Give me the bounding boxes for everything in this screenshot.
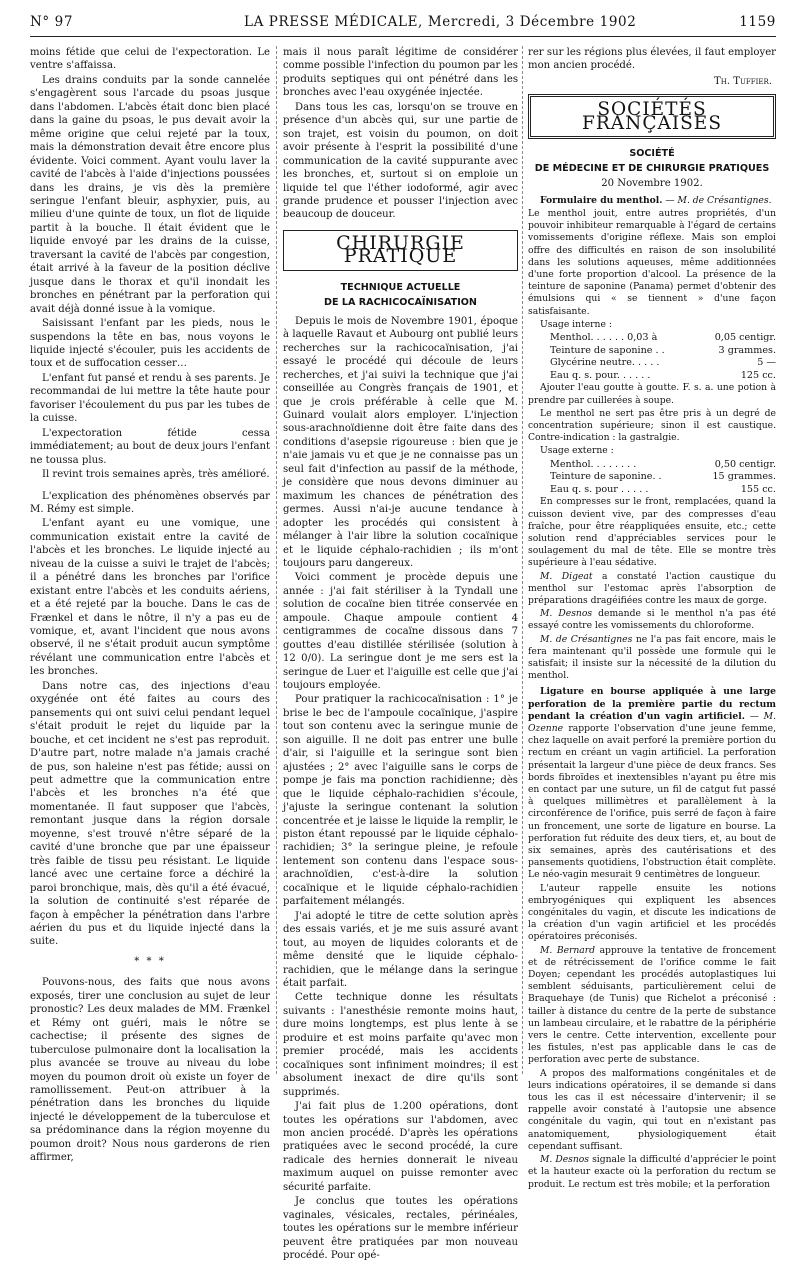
item-title: Ligature en bourse appliquée à une large perforation de la première partie du rectum pendant la création d'un vagin artificiel. [528,686,776,722]
recipe-row [528,357,776,370]
recipe-row [528,345,776,358]
paragraph: En compresses sur le front, remplacées, quand la cuisson devient vive, par des compresses d'eau fraîche, pour être réappliquées ensuite, etc.; cette solution rend d'appréciables services pour le soulagement du mal de tête. Elle se montre très supérieure à l'eau sédative. [528,496,776,569]
society-name: SOCIÉTÉ [629,148,675,160]
recipe-row [528,471,776,484]
paragraph-text: rapporte l'observation d'une jeune femme, chez laquelle on avait perforé la première portion du rectum en créant un vagin artificiel. La perforation présentait la largeur d'une pièce de deux francs. Ses bords fibroïdes et inextensibles n'ayant pu être mis en contact par une suture, un fil de catgut fut passé à quelques millimètres et parallèlement à la circonférence de l'orifice, puis serré de façon à faire un froncement, une sorte de ligature en bourse. La perforation fut réduite des deux tiers, et, au bout de six semaines, après des cautérisations et des pansements quotidiens, l'obstruction était complète. Le néo-vagin mesurait 9 centimètres de longueur. [528,722,777,881]
recipe-row [528,332,776,345]
paragraph: Je conclus que toutes les opérations vaginales, vésicales, rectales, périnéales, toutes les opérations sur le membre inférieur peuvent être pratiquées par mon nouveau procédé. Pour opé- [283,1196,518,1262]
column-separator [276,46,277,1074]
recipe-row [528,484,776,497]
paragraph: moins fétide que celui de l'expectoration. Le ventre s'affaissa. [30,47,270,72]
paragraph: Dans notre cas, des injections d'eau oxygénée ont été faites au cours des pansements qui ont suivi celui pendant lequel s'était produit le rejet du liquide par la bouche, et cet incident ne s'est pas reproduit. D'autre part, notre malade n'a jamais craché de pus, son haleine n'est pas fétide; aussi on peut admettre que la communication entre l'abcès et les bronches n'a été que momentanée. Il faut supposer que l'abcès, remontant jusque dans la région dorsale moyenne, s'est trouvé n'être séparé de la cavité d'une bronche que par une épaisseur très faible de tissu peu résistant. Le liquide lancé avec une certaine force a déchiré la paroi bronchique, mais, dès qu'il a été évacué, la solution de continuité s'est réparée de façon à empêcher la pénétration dans l'arbre aérien du pus et du liquide injecté dans la suite. [30,680,270,948]
speaker-name: M. Bernard [540,944,596,956]
paragraph: mais il nous paraît légitime de considérer comme possible l'infection du poumon par les produits septiques qui ont pénétré dans les bronches avec l'eau oxygénée injectée. [283,47,518,99]
section-heading-societes: SOCIÉTÉS FRANÇAISES [528,94,776,139]
section-heading-chirurgie: CHIRURGIE PRATIQUE [283,230,518,271]
society-name-2: DE MÉDECINE ET DE CHIRURGIE PRATIQUES [534,163,770,175]
paragraph: L'enfant ayant eu une vomique, une communication existait entre la cavité de l'abcès et les bronches. Le liquide injecté au niveau de la cuisse a suivi le trajet de l'abcès; il a pénétré dans les bronches par l'orifice existant entre l'abcès et les conduits aériens, et a été rejeté par la bouche. Dans le cas de Frænkel et dans le nôtre, il n'y a pas eu de vomique, et, avant l'incident que nous avons observé, il ne s'était produit aucun symptôme révélant une communication entre l'abcès et les bronches. [30,518,270,678]
quantity: 5 — [757,357,776,369]
column-separator [522,46,523,1074]
paragraph-with-title: Formulaire du menthol. — M. de Crésantignes. [540,194,772,206]
issue-number: N° 97 [30,14,74,30]
quantity: 3 grammes. [718,344,776,356]
speaker-name: M. de Crésantignes. [677,194,772,206]
paragraph: Saisissant l'enfant par les pieds, nous le suspendons la tête en bas, nous voyons le liquide injecté s'écouler, puis les accidents de toux et de suffocation cesser… [30,318,270,370]
paragraph: Pouvons-nous, des faits que nous avons exposés, tirer une conclusion au sujet de leur pronostic? Les deux malades de MM. Frænkel et Rémy ont guéri, mais le nôtre se cachectise; il présente des signes de tuberculose pulmonaire dont la localisation la plus avancée se trouve au niveau du lobe moyen du poumon droit où existe un foyer de ramollissement. Peut-on attribuer à la pénétration dans les bronches du liquide injecté le développement de la tuberculose et sa prédominance dans la région moyenne du poumon droit? Nous nous garderons de rien affirmer, [30,977,270,1164]
paragraph-text: a constaté l'action caustique du menthol sur l'estomac après l'absorption de préparations dragéifiées contre les maux de gorge. [528,570,776,606]
ingredient: Eau q. s. pour . . . . . [550,483,649,495]
section-asterism: * * * [134,955,166,967]
paragraph [528,634,776,683]
quantity: 0,50 centigr. [714,458,776,470]
usage-label: Usage interne : [540,318,612,330]
column-3 [528,46,777,1190]
paragraph: Ajouter l'eau goutte à goutte. F. s. a. une potion à prendre par cuillerées à soupe. [528,382,776,406]
journal-title: LA PRESSE MÉDICALE, Mercredi, 3 Décembre 1902 [244,14,637,30]
ingredient: Teinture de saponine. . [550,471,662,483]
paragraph-text: ne l'a pas fait encore, mais le fera maintenant qu'il possède une formule qui le satisfait; il insiste sur la nécessité de la dilution du menthol. [528,633,776,682]
paragraph [528,571,776,608]
quantity: 155 cc. [740,483,776,495]
recipe-row [528,370,776,383]
paragraph: L'auteur rappelle ensuite les notions embryogéniques qui expliquent les absences congénitales du vagin, et discute les indications de la création d'un vagin artificiel et les procédés opératoires préconisés. [528,882,776,943]
article-title: TECHNIQUE ACTUELLE [340,281,461,293]
paragraph: J'ai adopté le titre de cette solution après des essais variés, et je me suis assuré avant tout, au moyen de liquides colorants et de même densité que le liquide céphalo-rachidien, que le mélange dans la seringue était parfait. [283,910,518,989]
page-header [30,14,776,36]
meeting-date: 20 Novembre 1902. [601,178,703,190]
ingredient: Eau q. s. pour. . . . . . [550,369,651,381]
ingredient: Menthol. . . . . . . . [550,458,637,470]
paragraph: rer sur les régions plus élevées, il faut employer mon ancien procédé. [528,47,776,72]
author-signature: Th. Tuffier. [714,75,772,87]
column-1 [30,46,271,1164]
paragraph: J'ai fait plus de 1.200 opérations, dont toutes les opérations sur l'abdomen, avec mon ancien procédé. D'après les opérations pratiquées avec le second procédé, la cure radicale des hernies donnerait le niveau maximum auquel on puisse remonter avec sécurité parfaite. [283,1101,518,1193]
paragraph: Les drains conduits par la sonde cannelée s'engagèrent sous l'arcade du psoas jusque dans l'abdomen. L'abcès était donc bien placé dans la gaine du psoas, le pus devait avoir la même origine que celui rejeté par la toux, mais la démonstration devait être encore plus évidente. Voici comment. Ayant voulu laver la cavité de l'abcès à l'aide d'injections poussées dans les drains, je vis dès la première seringue l'enfant bleuir, asphyxier, puis, au milieu d'une quinte de toux, un flot de liquide partit à la bouche. Il était évident que le liquide envoyé par les drains de la cuisse, traversant la cavité de l'abcès par congestion, était arrivé à la faveur de la position déclive jusque dans le thorax et qu'il inondait les bronches en pénétrant par la perforation qui avait déjà donné issue à la vomique. [30,74,270,315]
column-2 [283,46,518,1262]
item-title: Formulaire du menthol. [540,194,663,206]
recipe-internal [528,332,776,382]
paragraph: Pour pratiquer la rachicocaïnisation : 1° je brise le bec de l'ampoule cocaïnique, j'aspire tout son contenu avec la seringue munie de son aiguille. Il ne doit pas entrer une bulle d'air, si l'aiguille et la seringue sont bien ajustées ; 2° avec l'aiguille sans le corps de pompe je fais ma ponction rachidienne; dès que le liquide céphalo-rachidien s'écoule, j'ajuste la seringue contenant la solution concentrée et je laisse le liquide la remplir, le piston étant repoussé par le liquide céphalo-rachidien; 3° la seringue pleine, je refoule lentement son contenu dans l'espace sous-arachnoïdien, c'est-à-dire la solution cocaïnique et le liquide céphalo-rachidien parfaitement mélangés. [283,694,518,908]
quantity: 15 grammes. [712,471,776,483]
paragraph [528,945,776,1067]
speaker-name: M. Desnos [540,1154,590,1166]
paragraph-text: signale la difficulté d'apprécier le point et la hauteur exacte où la perforation du rectum se produit. Le rectum est très mobile; et la perforation [528,1154,777,1190]
paragraph [528,608,776,632]
paragraph: Le menthol jouit, entre autres propriétés, d'un pouvoir inhibiteur remarquable à l'égard de certains vomissements d'origine réflexe. Mais son emploi offre des difficultés en raison de son insolubilité dans les solutions aqueuses, même additionnées d'une forte proportion d'alcool. La présence de la teinture de saponine (Panama) permet d'obtenir des émulsions qui « se tiennent » d'une façon satisfaisante. [528,207,776,317]
ingredient: Glycérine neutre. . . . . [550,357,660,369]
paragraph: Dans tous les cas, lorsqu'on se trouve en présence d'un abcès qui, sur une partie de son trajet, est voisin du poumon, on doit avoir présente à l'esprit la possibilité d'une communication de la cavité suppurante avec les bronches, et, surtout si on emploie un liquide tel que l'éther iodoformé, agir avec grande prudence et pousser l'injection avec beaucoup de douceur. [283,101,518,221]
paragraph: Il revint trois semaines après, très amélioré. [42,469,270,481]
paragraph: L'explication des phénomènes observés par M. Rémy est simple. [30,490,270,515]
paragraph: L'expectoration fétide cessa immédiatement; au bout de deux jours l'enfant ne toussa plus. [30,427,271,466]
paragraph: Cette technique donne les résultats suivants : l'anesthésie remonte moins haut, dure moins longtemps, est plus lente à se produire et est moins parfaite qu'avec mon premier procédé, mais les accidents cocaïniques sont infiniment moindres; il est absolument inexact de dire qu'ils sont supprimés. [283,992,518,1098]
paragraph-with-title: Ligature en bourse appliquée à une large perforation de la première partie du rectum pendant la création d'un vagin artificiel. — M. Ozenne rapporte l'observation d'une jeune femme, chez laquelle on avait perforé la première portion du rectum en créant un vagin artificiel. La perforation présentait la largeur d'une pièce de deux francs. Ses bords fibroïdes et inextensibles n'ayant pu être mis en contact par une suture, un fil de catgut fut passé à quelques millimètres et parallèlement à la circonférence de l'orifice, puis serré de façon à faire un froncement, une sorte de ligature en bourse. La perforation fut réduite des deux tiers, et, au bout de six semaines, après des cautérisations et des pansements quotidiens, l'obstruction était complète. Le néo-vagin mesurait 9 centimètres de longueur. [528,686,777,881]
paragraph [528,1154,776,1191]
recipe-row [528,459,776,472]
paragraph: Voici comment je procède depuis une année : j'ai fait stériliser à la Tyndall une solution de cocaïne bien titrée conservée en ampoule. Chaque ampoule contient 4 centigrammes de cocaïne dissous dans 7 gouttes d'eau distillée stérilisée (solution à 12 0/0). La seringue dont je me sers est la seringue de Luer et l'aiguille est celle que j'ai toujours employée. [283,572,518,692]
paragraph: A propos des malformations congénitales et de leurs indications opératoires, il se demande si dans tous les cas il est nécessaire d'intervenir; il se rappelle avoir constaté à l'autopsie une absence congénitale du vagin, qui tout en n'existant pas anatomiquement, physiologiquement était cependant suffisant. [528,1067,776,1152]
paragraph-text: approuve la tentative de froncement et de rétrécissement de l'orifice comme le fait Doyen; cependant les procédés autoplastiques lui semblent séduisants, particulièrement celui de Braquehaye (de Tunis) que Richelot a préconisé : tailler à distance du centre de la perte de substance un lambeau circulaire, et le rabattre de la périphérie vers le centre. Cette intervention, excellente pour les fistules, n'est pas applicable dans le cas de perforation avec perte de substance. [528,944,777,1066]
ingredient: Menthol. . . . . . 0,03 à [550,331,658,343]
speaker-name: M. Ozenne [528,710,776,734]
speaker-name: M. Digeat [540,570,593,582]
quantity: 125 cc. [740,369,776,381]
article-subtitle: DE LA RACHICOCAÏNISATION [324,296,477,308]
speaker-name: M. de Crésantignes [540,633,633,645]
page-number: 1159 [739,14,776,30]
quantity: 0,05 centigr. [714,331,776,343]
paragraph: Depuis le mois de Novembre 1901, époque à laquelle Ravaut et Aubourg ont publié leurs recherches sur la rachicocaïnisation, j'ai essayé le procédé qui découle de leurs recherches, et j'ai suivi la technique que j'ai conseillée au Congrès français de 1901, et que je crois préférable à celle que M. Guinard voulait alors employer. L'injection sous-arachnoïdienne doit être faite dans des conditions d'asepsie rigoureuse : bien que je n'aie jamais vu et que je ne connaisse pas un seul fait d'infection au passif de la méthode, je considère que nous devons diminuer au maximum les chances de pénétration des germes. Aussi n'ai-je aucune tendance à adopter les procédés qui consistent à mélanger à l'air libre la solution cocaïnique et le liquide céphalo-rachidien ; ils m'ont toujours paru dangereux. [283,315,518,569]
recipe-external [528,459,776,497]
header-rule [30,36,776,37]
ingredient: Teinture de saponine . . [550,344,665,356]
usage-label: Usage externe : [540,445,614,457]
speaker-name: M. Desnos [540,608,593,620]
paragraph: Le menthol ne sert pas être pris à un degré de concentration supérieure; sinon il est caustique. Contre-indication : la gastralgie. [528,407,776,444]
paragraph-text: demande si le menthol n'a pas été essayé contre les vomissements du chloroforme. [528,608,776,632]
paragraph: L'enfant fut pansé et rendu à ses parents. Je recommandai de lui mettre la tête haute pour favoriser l'écoulement du pus par les tubes de la cuisse. [30,372,270,425]
